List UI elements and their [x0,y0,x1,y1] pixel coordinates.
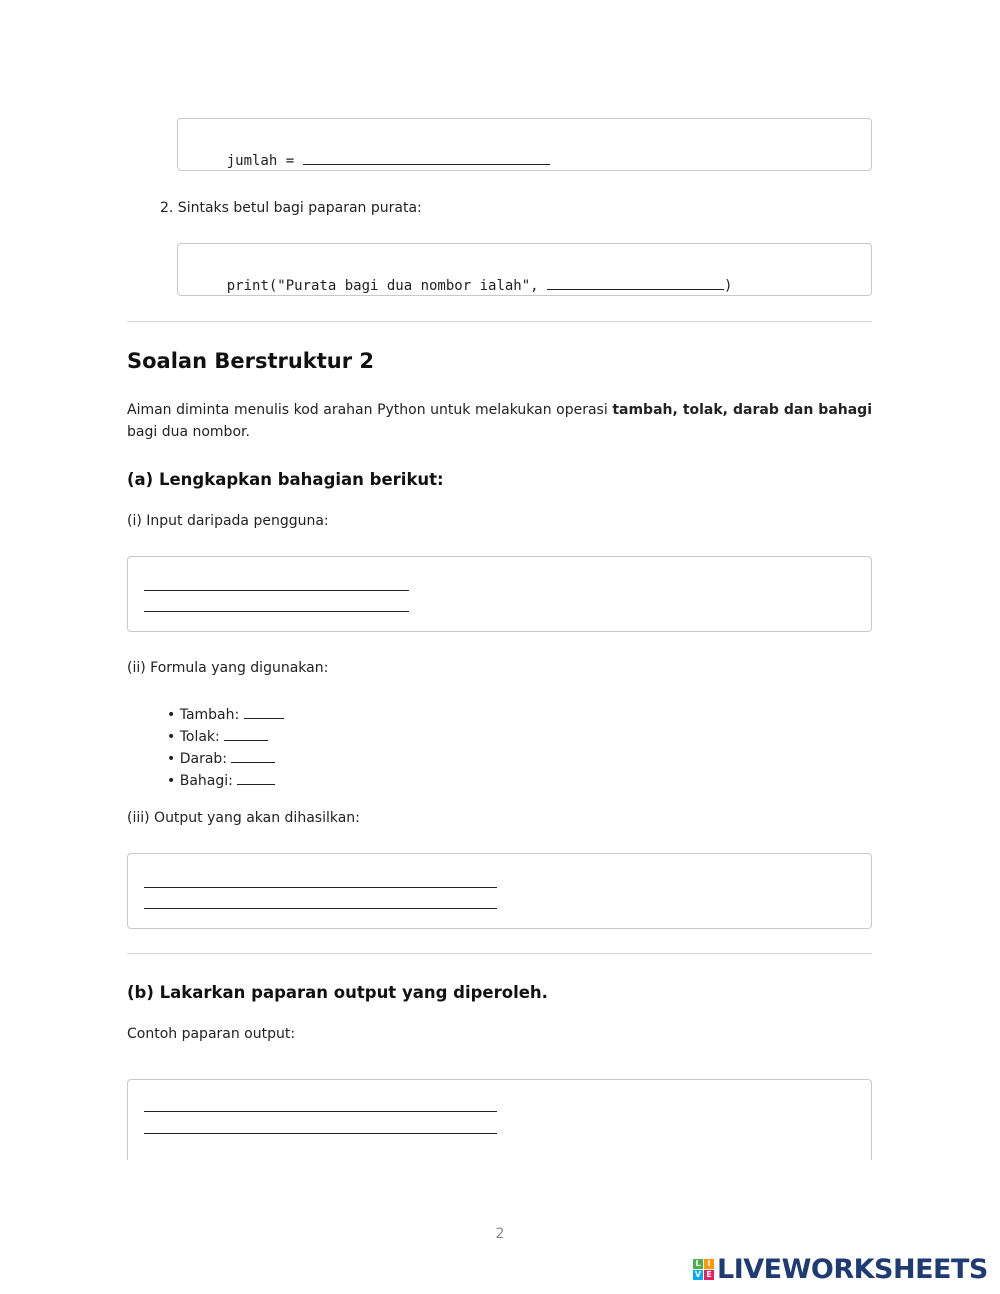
part-a-title: (a) Lengkapkan bahagian berikut: [127,470,444,489]
question-2-label: 2. Sintaks betul bagi paparan purata: [160,200,422,216]
code-print-prefix: print("Purata bagi dua nombor ialah", [226,278,548,294]
part-a-iii-label: (iii) Output yang akan dihasilkan: [127,810,360,826]
output-answer-box [127,853,872,929]
input-answer-line-1[interactable] [144,590,409,591]
code-print-suffix: ) [724,278,733,294]
divider-1 [127,321,872,322]
logo-mark-e: E [704,1270,714,1280]
code-box-jumlah [177,118,872,171]
code-box-print [177,243,872,296]
print-answer-blank[interactable] [547,277,724,290]
intro-text-after: bagi dua nombor. [127,424,250,440]
liveworksheets-logo [693,1253,988,1285]
divider-2 [127,953,872,954]
formula-label-tolak: • Tolak: [167,729,225,745]
code-jumlah-prefix: jumlah = [226,153,303,169]
part-b-title: (b) Lakarkan paparan output yang diperoleh. [127,983,548,1002]
formula-item-bahagi [167,770,284,792]
formula-list [167,704,284,792]
logo-mark-v: V [694,1269,702,1279]
formula-label-darab: • Darab: [167,751,232,767]
formula-label-tambah: • Tambah: [167,707,244,723]
logo-mark-i: I [704,1259,714,1269]
input-answer-line-2[interactable] [144,611,409,612]
formula-blank-darab[interactable] [231,749,275,763]
sketch-answer-line-1[interactable] [144,1111,497,1112]
sketch-answer-line-2[interactable] [144,1133,497,1134]
intro-bold-operations: tambah, tolak, darab dan bahagi [612,402,872,418]
logo-mark-icon [693,1259,714,1280]
logo-mark-l: L [693,1259,703,1269]
formula-label-bahagi: • Bahagi: [167,773,238,789]
intro-paragraph [127,399,872,443]
part-a-i-label: (i) Input daripada pengguna: [127,513,329,529]
sketch-output-box [127,1079,872,1160]
part-b-example-label: Contoh paparan output: [127,1026,296,1042]
section-title: Soalan Berstruktur 2 [127,349,375,373]
formula-item-tolak [167,726,284,748]
logo-text: LIVEWORKSHEETS [717,1253,988,1285]
output-answer-line-1[interactable] [144,887,497,888]
part-a-ii-label: (ii) Formula yang digunakan: [127,660,329,676]
formula-item-darab [167,748,284,770]
jumlah-answer-blank[interactable] [303,152,550,165]
formula-blank-tambah[interactable] [244,705,284,719]
intro-text-before: Aiman diminta menulis kod arahan Python untuk melakukan operasi [127,402,613,418]
output-answer-line-2[interactable] [144,908,497,909]
formula-item-tambah [167,704,284,726]
formula-blank-bahagi[interactable] [237,771,275,785]
formula-blank-tolak[interactable] [224,727,268,741]
input-answer-box [127,556,872,632]
page-number: 2 [495,1226,505,1242]
